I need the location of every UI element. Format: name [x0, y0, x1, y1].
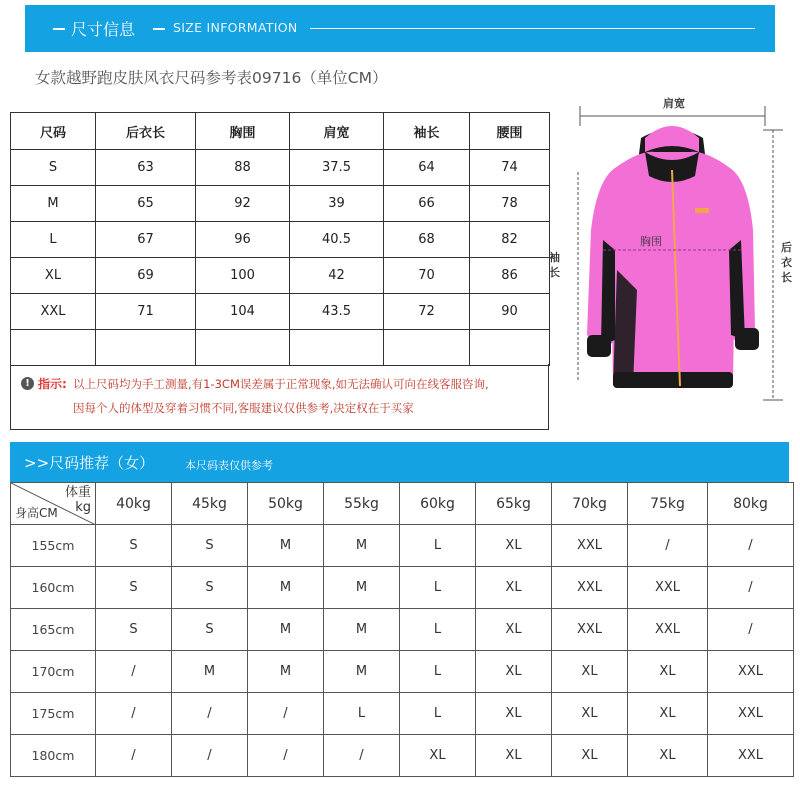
- table-cell: [96, 330, 196, 366]
- info-icon: !: [21, 377, 34, 390]
- size-cell: M: [324, 525, 400, 567]
- table-cell: 69: [96, 258, 196, 294]
- table-cell: L: [11, 222, 96, 258]
- table-row: [11, 651, 794, 693]
- size-cell: XXL: [552, 567, 628, 609]
- size-cell: XL: [476, 567, 552, 609]
- weight-header: 80kg: [708, 483, 794, 525]
- table-cell: 67: [96, 222, 196, 258]
- size-cell: M: [324, 651, 400, 693]
- weight-header: 55kg: [324, 483, 400, 525]
- table-cell: 92: [196, 186, 290, 222]
- table-cell: 39: [290, 186, 384, 222]
- size-cell: XL: [476, 651, 552, 693]
- height-cell: 180cm: [11, 735, 96, 777]
- table-cell: 104: [196, 294, 290, 330]
- weight-label: 体重: [64, 485, 91, 500]
- height-axis-label: 身高CM: [15, 506, 58, 520]
- size-cell: M: [172, 651, 248, 693]
- table-cell: 74: [470, 150, 550, 186]
- header-cell: 肩宽: [290, 113, 384, 150]
- height-cell: 160cm: [11, 567, 96, 609]
- table-cell: 37.5: [290, 150, 384, 186]
- table-cell: 40.5: [290, 222, 384, 258]
- recommend-header-row: [11, 483, 794, 525]
- size-cell: XL: [476, 525, 552, 567]
- note-label: 指示:: [38, 377, 67, 391]
- table-row: [11, 735, 794, 777]
- size-cell: L: [324, 693, 400, 735]
- table-cell: [470, 330, 550, 366]
- size-cell: S: [172, 609, 248, 651]
- header-dash: [53, 28, 65, 30]
- weight-header: 65kg: [476, 483, 552, 525]
- size-cell: /: [96, 735, 172, 777]
- table-cell: 70: [384, 258, 470, 294]
- table-cell: M: [11, 186, 96, 222]
- size-table-header: [11, 113, 550, 150]
- size-cell: L: [400, 567, 476, 609]
- header-cell: 腰围: [470, 113, 550, 150]
- table-cell: [290, 330, 384, 366]
- table-row: [11, 258, 550, 294]
- table-cell: XL: [11, 258, 96, 294]
- table-cell: 82: [470, 222, 550, 258]
- header-cell: 尺码: [11, 113, 96, 150]
- size-cell: XXL: [628, 567, 708, 609]
- size-cell: S: [96, 525, 172, 567]
- size-cell: XL: [552, 735, 628, 777]
- table-cell: 42: [290, 258, 384, 294]
- table-cell: 68: [384, 222, 470, 258]
- header-cell: 袖长: [384, 113, 470, 150]
- size-cell: L: [400, 609, 476, 651]
- size-cell: XL: [476, 735, 552, 777]
- size-cell: XL: [476, 609, 552, 651]
- recommend-title: >>尺码推荐（女）: [24, 454, 155, 472]
- back-length-label: 后衣长: [781, 241, 792, 284]
- size-cell: /: [96, 693, 172, 735]
- size-cell: XXL: [628, 609, 708, 651]
- measurement-note: [10, 364, 549, 430]
- chest-label: 胸围: [640, 235, 662, 248]
- size-cell: /: [628, 525, 708, 567]
- jacket-illustration: [545, 90, 800, 420]
- jacket-diagram: [545, 90, 800, 420]
- note-text: 以上尺码均为手工测量,有1-3CM误差属于正常现象,如无法确认可向在线客服咨询,: [73, 377, 489, 391]
- table-cell: 100: [196, 258, 290, 294]
- weight-header: 50kg: [248, 483, 324, 525]
- shoulder-label: 肩宽: [663, 97, 685, 110]
- sleeve-label: 袖长: [549, 251, 560, 279]
- height-cell: 170cm: [11, 651, 96, 693]
- size-cell: XL: [628, 651, 708, 693]
- header-cell: 后衣长: [96, 113, 196, 150]
- size-cell: XXL: [552, 609, 628, 651]
- size-cell: L: [400, 693, 476, 735]
- size-cell: S: [96, 567, 172, 609]
- section-header: [25, 5, 775, 52]
- recommend-header: [10, 442, 789, 482]
- weight-header: 70kg: [552, 483, 628, 525]
- size-cell: /: [324, 735, 400, 777]
- table-cell: 65: [96, 186, 196, 222]
- header-cell: 胸围: [196, 113, 290, 150]
- size-cell: XL: [400, 735, 476, 777]
- size-cell: M: [248, 525, 324, 567]
- size-cell: M: [248, 651, 324, 693]
- table-cell: 71: [96, 294, 196, 330]
- size-cell: XL: [552, 693, 628, 735]
- size-cell: XL: [628, 693, 708, 735]
- size-cell: L: [400, 525, 476, 567]
- height-cell: 155cm: [11, 525, 96, 567]
- size-cell: XL: [476, 693, 552, 735]
- size-cell: S: [96, 609, 172, 651]
- table-cell: 86: [470, 258, 550, 294]
- corner-cell: [11, 483, 96, 525]
- size-cell: /: [708, 567, 794, 609]
- weight-header: 45kg: [172, 483, 248, 525]
- size-cell: /: [248, 693, 324, 735]
- size-cell: M: [324, 609, 400, 651]
- size-table: [10, 112, 550, 366]
- weight-axis-label: [65, 485, 91, 515]
- table-row: [11, 294, 550, 330]
- table-cell: 66: [384, 186, 470, 222]
- size-recommend-table: [10, 482, 794, 777]
- size-cell: XXL: [552, 525, 628, 567]
- size-cell: /: [172, 735, 248, 777]
- size-cell: /: [708, 609, 794, 651]
- table-cell: 43.5: [290, 294, 384, 330]
- note-text: 因每个人的体型及穿着习惯不同,客服建议仅供参考,决定权在于买家: [73, 401, 414, 415]
- size-cell: M: [248, 567, 324, 609]
- size-cell: /: [172, 693, 248, 735]
- size-cell: L: [400, 651, 476, 693]
- height-cell: 175cm: [11, 693, 96, 735]
- table-row: [11, 609, 794, 651]
- recommend-subtitle: 本尺码表仅供参考: [185, 459, 273, 472]
- table-row: [11, 186, 550, 222]
- size-cell: XXL: [708, 693, 794, 735]
- weight-header: 40kg: [96, 483, 172, 525]
- table-cell: 90: [470, 294, 550, 330]
- header-title-en: SIZE INFORMATION: [173, 20, 298, 35]
- header-rule: [310, 28, 755, 29]
- table-cell: [11, 330, 96, 366]
- size-cell: M: [248, 609, 324, 651]
- size-cell: /: [248, 735, 324, 777]
- table-cell: [384, 330, 470, 366]
- table-cell: [196, 330, 290, 366]
- weight-header: 60kg: [400, 483, 476, 525]
- header-title: 尺寸信息: [71, 20, 136, 39]
- size-cell: /: [96, 651, 172, 693]
- size-cell: XXL: [708, 651, 794, 693]
- table-row: [11, 567, 794, 609]
- height-cell: 165cm: [11, 609, 96, 651]
- table-cell: S: [11, 150, 96, 186]
- table-cell: 96: [196, 222, 290, 258]
- table-cell: 72: [384, 294, 470, 330]
- table-cell: 63: [96, 150, 196, 186]
- size-cell: S: [172, 525, 248, 567]
- table-cell: 64: [384, 150, 470, 186]
- table-row: [11, 693, 794, 735]
- table-cell: XXL: [11, 294, 96, 330]
- size-cell: /: [708, 525, 794, 567]
- size-cell: S: [172, 567, 248, 609]
- header-dash: [153, 28, 165, 30]
- size-chart-title: 女款越野跑皮肤风衣尺码参考表09716（单位CM）: [35, 69, 388, 87]
- table-cell: 88: [196, 150, 290, 186]
- size-cell: XL: [628, 735, 708, 777]
- table-row: [11, 150, 550, 186]
- table-cell: 78: [470, 186, 550, 222]
- size-cell: XL: [552, 651, 628, 693]
- size-cell: M: [324, 567, 400, 609]
- weight-header: 75kg: [628, 483, 708, 525]
- table-row: [11, 525, 794, 567]
- weight-unit: kg: [75, 500, 91, 515]
- size-cell: XXL: [708, 735, 794, 777]
- table-row-empty: [11, 330, 550, 366]
- table-row: [11, 222, 550, 258]
